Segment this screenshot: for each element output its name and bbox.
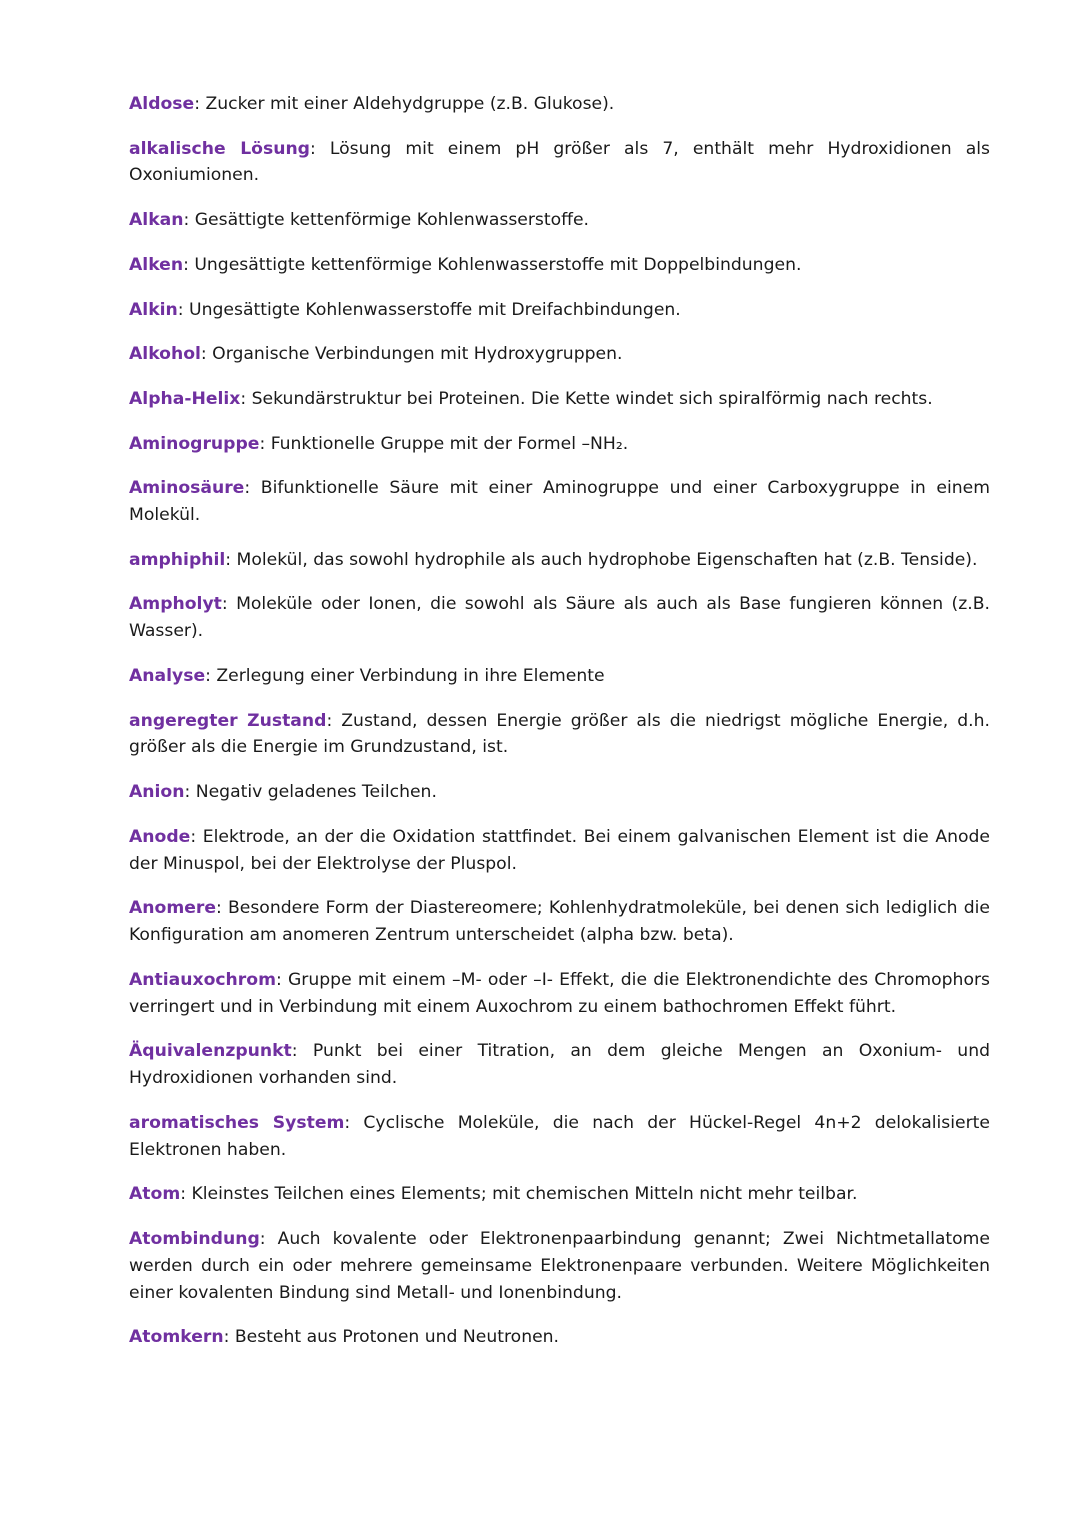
glossary-entry-anion: Anion: Negativ geladenes Teilchen. bbox=[129, 782, 437, 803]
glossary-term: Alkohol bbox=[129, 344, 201, 365]
glossary-term: Aminogruppe bbox=[129, 433, 260, 454]
glossary-term: Alken bbox=[129, 254, 184, 275]
glossary-definition: Punkt bei einer Titration, an dem gleiche Mengen an Oxonium- und Hydroxidionen vorhanden sind. bbox=[129, 1041, 990, 1089]
glossary-term: Alpha-Helix bbox=[129, 388, 241, 409]
glossary-definition: Elektrode, an der die Oxidation stattfindet. Bei einem galvanischen Element ist die Anode der Minuspol, bei der Elektrolyse der Pluspol. bbox=[129, 826, 990, 874]
glossary-entry-aromatisches-system: aromatisches System: Cyclische Moleküle, die nach der Hückel-Regel 4n+2 delokalisierte Elektronen haben. bbox=[129, 1112, 990, 1160]
glossary-entry-alkohol: Alkohol: Organische Verbindungen mit Hydroxygruppen. bbox=[129, 344, 623, 365]
glossary-term: Alkan bbox=[129, 210, 184, 231]
glossary-entry-amphiphil: amphiphil: Molekül, das sowohl hydrophile als auch hydrophobe Eigenschaften hat (z.B. Tenside). bbox=[129, 549, 978, 570]
glossary-definition: Kleinstes Teilchen eines Elements; mit chemischen Mitteln nicht mehr teilbar. bbox=[191, 1184, 858, 1205]
glossary-term: aromatisches System bbox=[129, 1112, 345, 1133]
glossary-entry-ampholyt: Ampholyt: Moleküle oder Ionen, die sowohl als Säure als auch als Base fungieren können (z.B. Wasser). bbox=[129, 594, 990, 642]
glossary-term: Atomkern bbox=[129, 1327, 224, 1348]
glossary-term: Alkin bbox=[129, 299, 178, 320]
glossary-definition: Molekül, das sowohl hydrophile als auch hydrophobe Eigenschaften hat (z.B. Tenside). bbox=[236, 549, 978, 570]
glossary-term: Anomere bbox=[129, 898, 217, 919]
glossary-definition: Ungesättigte kettenförmige Kohlenwasserstoffe mit Doppelbindungen. bbox=[194, 254, 802, 275]
glossary-term: Antiauxochrom bbox=[129, 969, 276, 990]
glossary-entry-analyse: Analyse: Zerlegung einer Verbindung in ihre Elemente bbox=[129, 665, 605, 686]
glossary-entry-alkan: Alkan: Gesättigte kettenförmige Kohlenwasserstoffe. bbox=[129, 210, 590, 231]
glossary-definition: Cyclische Moleküle, die nach der Hückel-Regel 4n+2 delokalisierte Elektronen haben. bbox=[129, 1112, 990, 1160]
glossary-term: Analyse bbox=[129, 665, 206, 686]
glossary-definition: Bifunktionelle Säure mit einer Aminogruppe und einer Carboxygruppe in einem Molekül. bbox=[129, 478, 990, 526]
glossary-entry-angeregter-zustand: angeregter Zustand: Zustand, dessen Energie größer als die niedrigst mögliche Energie, d.h. größer als die Energie im Grundzustand, ist. bbox=[129, 710, 990, 758]
glossary-definition: Zustand, dessen Energie größer als die niedrigst mögliche Energie, d.h. größer als die Energie im Grundzustand, ist. bbox=[129, 710, 990, 758]
glossary-definition: Organische Verbindungen mit Hydroxygruppen. bbox=[212, 344, 623, 365]
glossary-entry-atombindung: Atombindung: Auch kovalente oder Elektronenpaarbindung genannt; Zwei Nichtmetallatome werden durch ein oder mehrere gemeinsame Elektronenpaare verbunden. Weitere Möglichkeiten einer kovalenten Bindung sind Metall- und Ionenbindung. bbox=[129, 1228, 990, 1303]
glossary-entry-atomkern: Atomkern: Besteht aus Protonen und Neutronen. bbox=[129, 1327, 560, 1348]
glossary-entry-anode: Anode: Elektrode, an der die Oxidation stattfindet. Bei einem galvanischen Element ist die Anode der Minuspol, bei der Elektrolyse der Pluspol. bbox=[129, 826, 990, 874]
glossary-definition: Negativ geladenes Teilchen. bbox=[195, 782, 437, 803]
glossary-definition: Zerlegung einer Verbindung in ihre Elemente bbox=[216, 665, 605, 686]
glossary-term: Anion bbox=[129, 782, 185, 803]
glossary-definition: Besondere Form der Diastereomere; Kohlenhydratmoleküle, bei denen sich lediglich die Konfiguration am anomeren Zentrum unterscheidet (alpha bzw. beta). bbox=[129, 898, 990, 946]
glossary-term: Atom bbox=[129, 1184, 181, 1205]
glossary-definition: Funktionelle Gruppe mit der Formel –NH₂. bbox=[270, 433, 629, 454]
glossary-entry-antiauxochrom: Antiauxochrom: Gruppe mit einem –M- oder –I- Effekt, die die Elektronendichte des Chromophors verringert und in Verbindung mit einem Auxochrom zu einem bathochromen Effekt führt. bbox=[129, 969, 990, 1017]
glossary-page bbox=[129, 91, 990, 1369]
glossary-term: Ampholyt bbox=[129, 594, 222, 615]
glossary-entry-alpha-helix: Alpha-Helix: Sekundärstruktur bei Proteinen. Die Kette windet sich spiralförmig nach rechts. bbox=[129, 388, 933, 409]
glossary-term: alkalische Lösung bbox=[129, 138, 310, 159]
glossary-term: Äquivalenzpunkt bbox=[129, 1041, 292, 1062]
glossary-definition: Auch kovalente oder Elektronenpaarbindung genannt; Zwei Nichtmetallatome werden durch ein oder mehrere gemeinsame Elektronenpaare verbunden. Weitere Möglichkeiten einer kovalenten Bindung sind Metall- und Ionenbindung. bbox=[129, 1228, 990, 1303]
glossary-definition: Sekundärstruktur bei Proteinen. Die Kette windet sich spiralförmig nach rechts. bbox=[251, 388, 933, 409]
glossary-term: Aldose bbox=[129, 94, 195, 114]
glossary-entry-atom: Atom: Kleinstes Teilchen eines Elements; mit chemischen Mitteln nicht mehr teilbar. bbox=[129, 1184, 858, 1205]
glossary-term: amphiphil bbox=[129, 549, 226, 570]
glossary-definition: Gruppe mit einem –M- oder –I- Effekt, die die Elektronendichte des Chromophors verringert und in Verbindung mit einem Auxochrom zu einem bathochromen Effekt führt. bbox=[129, 969, 990, 1017]
glossary-entry-alkalische-loesung: alkalische Lösung: Lösung mit einem pH größer als 7, enthält mehr Hydroxidionen als Oxoniumionen. bbox=[129, 138, 990, 186]
glossary-term: angeregter Zustand bbox=[129, 710, 327, 731]
glossary-entry-aminosaeure: Aminosäure: Bifunktionelle Säure mit einer Aminogruppe und einer Carboxygruppe in einem Molekül. bbox=[129, 478, 990, 526]
glossary-definition: Gesättigte kettenförmige Kohlenwasserstoffe. bbox=[194, 210, 590, 231]
glossary-term: Anode bbox=[129, 826, 191, 847]
glossary-entry-aminogruppe: Aminogruppe: Funktionelle Gruppe mit der Formel –NH₂. bbox=[129, 433, 629, 454]
glossary-term: Aminosäure bbox=[129, 478, 245, 499]
glossary-entry-aequivalenzpunkt: Äquivalenzpunkt: Punkt bei einer Titration, an dem gleiche Mengen an Oxonium- und Hydroxidionen vorhanden sind. bbox=[129, 1041, 990, 1089]
glossary-entry-aldose: Aldose: Zucker mit einer Aldehydgruppe (z.B. Glukose). bbox=[129, 94, 615, 114]
glossary-definition: Ungesättigte Kohlenwasserstoffe mit Dreifachbindungen. bbox=[189, 299, 681, 320]
glossary-entry-alkin: Alkin: Ungesättigte Kohlenwasserstoffe mit Dreifachbindungen. bbox=[129, 299, 681, 320]
glossary-term: Atombindung bbox=[129, 1228, 260, 1249]
glossary-definition: Besteht aus Protonen und Neutronen. bbox=[234, 1327, 560, 1348]
glossary-definition: Zucker mit einer Aldehydgruppe (z.B. Glukose). bbox=[205, 94, 615, 114]
glossary-entry-anomere: Anomere: Besondere Form der Diastereomere; Kohlenhydratmoleküle, bei denen sich lediglich die Konfiguration am anomeren Zentrum unterscheidet (alpha bzw. beta). bbox=[129, 898, 990, 946]
glossary-definition: Lösung mit einem pH größer als 7, enthält mehr Hydroxidionen als Oxoniumionen. bbox=[129, 138, 990, 186]
glossary-entry-alken: Alken: Ungesättigte kettenförmige Kohlenwasserstoffe mit Doppelbindungen. bbox=[129, 254, 802, 275]
glossary-definition: Moleküle oder Ionen, die sowohl als Säure als auch als Base fungieren können (z.B. Wasser). bbox=[129, 594, 990, 642]
